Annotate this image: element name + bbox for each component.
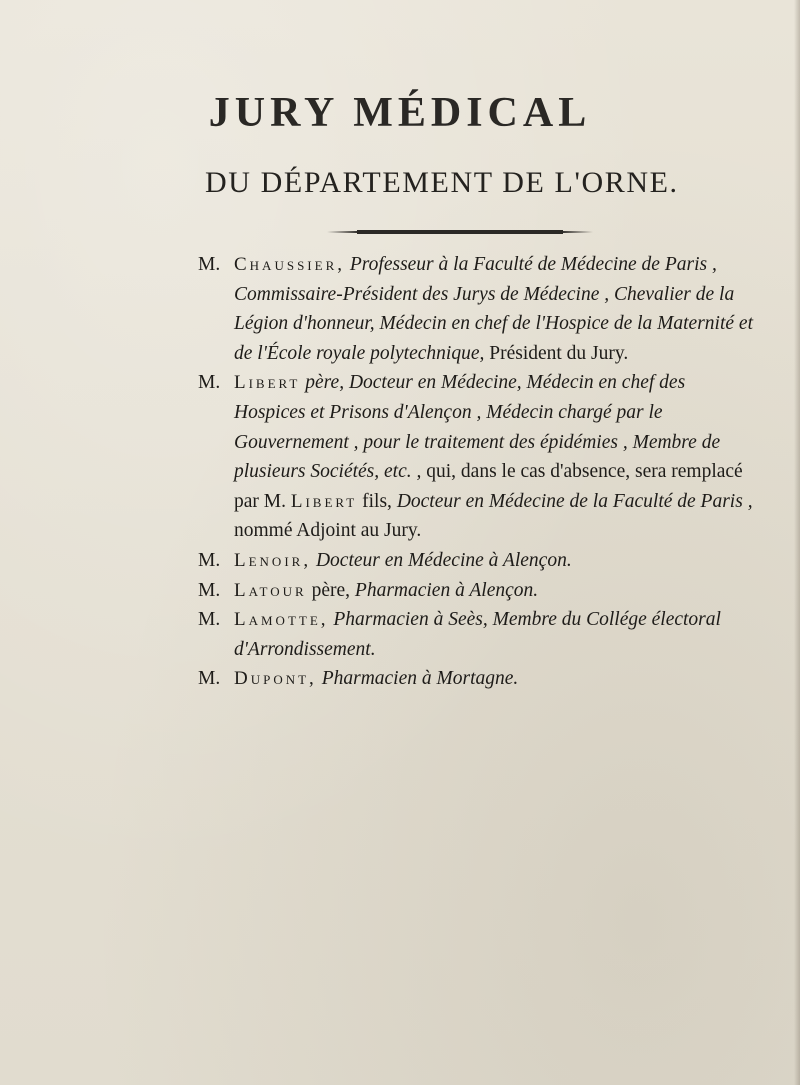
member-description: Pharmacien à Seès, Membre du Collége électoral d'Arrondissement. <box>234 609 721 660</box>
member-name: Latour <box>234 579 307 601</box>
member-name: Lamotte, <box>234 609 329 631</box>
jury-member-entry <box>198 664 758 694</box>
document-subtitle: DU DÉPARTEMENT DE L'ORNE. <box>205 166 679 199</box>
member-note: qui, dans le cas d'absence, sera remplacé par M. <box>234 461 743 512</box>
member-name: Dupont, <box>234 668 317 690</box>
jury-member-entry <box>198 605 758 664</box>
jury-member-entry <box>198 368 758 546</box>
jury-member-list <box>198 250 758 694</box>
member-description: Docteur en Médecine à Alençon. <box>311 549 572 571</box>
title-rule <box>357 230 563 234</box>
member-name: Lenoir, <box>234 549 312 571</box>
entry-prefix: M. <box>198 372 221 394</box>
member-description: Pharmacien à Alençon. <box>354 579 539 601</box>
member-description: Pharmacien à Mortagne. <box>316 668 519 690</box>
jury-member-entry <box>198 576 758 606</box>
page-edge-shadow <box>794 0 800 1085</box>
entry-prefix: M. <box>198 609 221 631</box>
member-description: Professeur à la Faculté de Médecine de Paris , Commissaire-Président des Jurys de Médecine , Chevalier de la Légion d'honneur, Médecin en chef de l'Hospice de la Maternité et de l'École royale polytechnique, <box>234 254 753 364</box>
jury-member-entry <box>198 250 758 368</box>
member-name: Libert <box>290 490 358 512</box>
member-name: Chaussier, <box>234 254 345 275</box>
entry-prefix: M. <box>198 579 221 601</box>
entry-prefix: M. <box>198 254 221 275</box>
member-name: Libert <box>234 372 301 394</box>
entry-prefix: M. <box>198 668 221 690</box>
member-description: père, Docteur en Médecine, Médecin en chef des Hospices et Prisons d'Alençon , Médecin chargé par le Gouvernement , pour le traitement des épidémies , Membre de plusieurs Sociétés, etc. , <box>234 372 721 483</box>
jury-member-entry <box>198 546 758 576</box>
member-role: nommé Adjoint au Jury. <box>234 520 422 542</box>
member-role: Président du Jury. <box>484 342 629 364</box>
member-note: père, <box>306 579 355 601</box>
entry-prefix: M. <box>198 549 221 571</box>
member-note: fils, <box>357 490 397 512</box>
member-description: Docteur en Médecine de la Faculté de Paris , <box>396 490 753 512</box>
document-title: JURY MÉDICAL <box>208 90 592 136</box>
